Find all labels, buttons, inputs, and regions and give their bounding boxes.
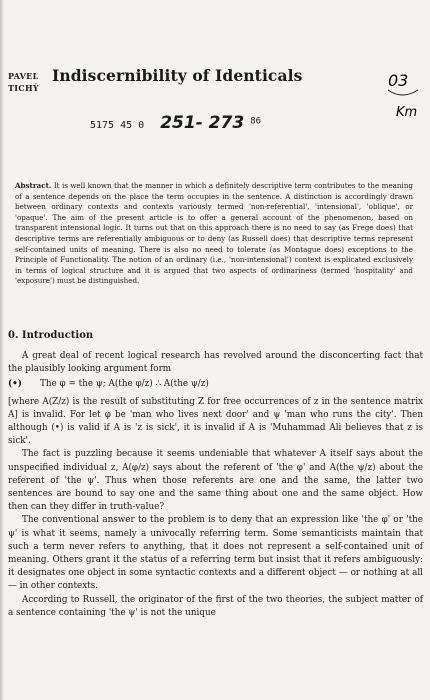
catalog-stamp <box>90 113 261 133</box>
abstract <box>15 181 413 287</box>
scan-shadow <box>0 0 4 700</box>
stamp-year-suffix: 86 <box>250 116 262 127</box>
abstract-label: Abstract. <box>15 181 52 190</box>
paragraph: A great deal of recent logical research has revolved around the disconcerting fact that the plausibly looking argument form <box>8 351 423 375</box>
paragraph: [where A(Z/z) is the result of substituting Z for free occurrences of z in the sentence matrix A] is invalid. For let φ be 'man who lives next door' and ψ 'man who runs the city'. Then although (•) is valid if A is 'z is sick', it is invalid if A is 'Muhammad Ali believes that z is sick'. <box>8 396 423 447</box>
handwritten-scrawl: Km <box>396 105 418 120</box>
body-text <box>8 350 423 620</box>
paragraph: The fact is puzzling because it seems undeniable that whatever A itself says about the unspecified individual z, A(φ/z) says about the referent of 'the φ' and A(the ψ/z) about the referent of 'the ψ'. Thus when those referents are one and the same, the latter two sentences are bound to say one and the same thing about one and the same object. How then can they differ in truth-value? <box>8 449 423 513</box>
paragraph: The conventional answer to the problem is to deny that an expression like 'the φ' or 'the ψ' is what it seems, namely a univocally referring term. Some semanticists maintain that such a term never refers to anything, that it does not represent a self-contained unit of meaning. Others grant it the status of a referring term but insist that it refers ambiguously: it designates one object in some syntactic contexts and a different object — or nothing at all — in other contexts. <box>8 515 423 592</box>
author-name <box>8 70 39 94</box>
formula <box>8 378 423 391</box>
formula-label: (•) <box>8 379 22 390</box>
author-last: TICHÝ <box>8 83 39 93</box>
author-first: PAVEL <box>8 71 39 81</box>
stamp-code: 5175 45 0 <box>90 120 145 131</box>
paragraph: According to Russell, the originator of the first of the two theories, the subject matter of a sentence containing 'the ψ' is not the unique <box>8 594 423 618</box>
formula-expression: The φ = the ψ; A(the φ/z) ∴ A(the ψ/z) <box>40 379 209 390</box>
handwritten-page-range: 251- 273 <box>160 113 245 133</box>
article-title: Indiscernibility of Identicals <box>52 66 303 85</box>
handwritten-number: 03 <box>388 71 409 90</box>
handwritten-note <box>382 64 428 124</box>
section-heading: 0. Introduction <box>8 330 94 341</box>
abstract-text: It is well known that the manner in which a definitely descriptive term contributes to the meaning of a sentence depends on the place the term occupies in the sentence. A distinction is accordingly drawn between ordinary contexts and contexts variously termed 'non-referential', 'intensional', 'oblique', or 'opaque'. The aim of the present article is to offer a general account of the phenomenon, based on transparent intensional logic. It turns out that on this approach there is no need to say (as Frege does) that descriptive terms are referentially ambiguous or to deny (as Russell does) that descriptive terms represent self-contained units of meaning. There is also no need to tolerate (as Montague does) exceptions to the Principle of Functionality. The notion of an ordinary (i.e., 'non-intensional') context is explicated exclusively in terms of logical structure and it is argued that two aspects of ordinariness (termed 'hospitality' and 'exposure') must be distinguished. <box>15 181 413 286</box>
